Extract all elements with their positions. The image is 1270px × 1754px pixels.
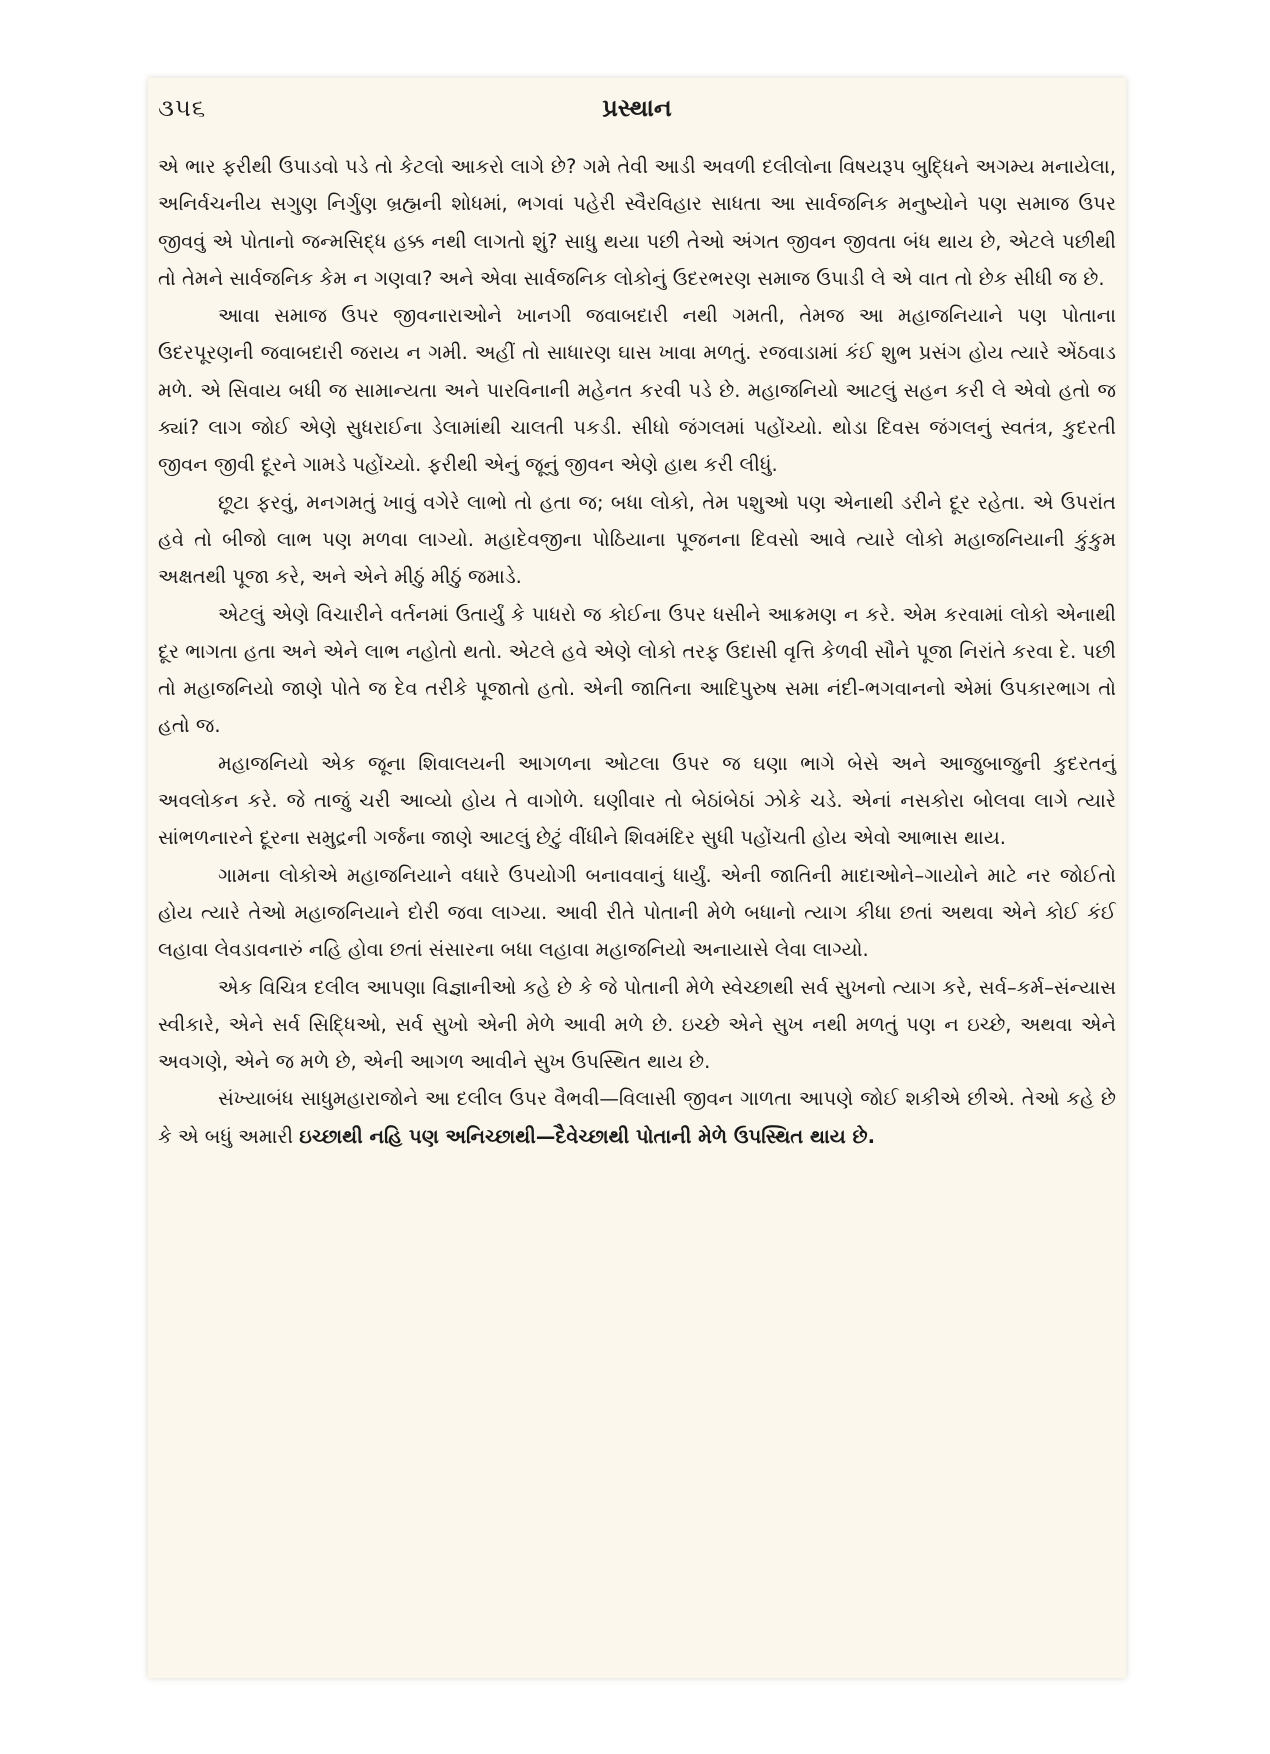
paragraph-tail: ઇચ્છાથી નહિ પણ અનિચ્છાથી—દૈવેચ્છાથી પોતાની મેળે ઉપસ્થિત થાય છે. [299,1124,876,1148]
paragraph: છૂટા ફરવું, મનગમતું ખાવું વગેરે લાભો તો હતા જ; બધા લોકો, તેમ પશુઓ પણ એનાથી ડરીને દૂર રહેતા. એ ઉપરાંત હવે તો બીજો લાભ પણ મળવા લાગ્યો. મહાદેવજીના પોઠિયાના પૂજનના દિવસો આવે ત્યારે લોકો મહાજનિયાની કુંકુમ અક્ષતથી પૂજા કરે, અને એને મીઠું મીઠું જમાડે. [158,490,1116,589]
paragraph: એટલું એણે વિચારીને વર્તનમાં ઉતાર્યું કે પાધરો જ કોઈના ઉપર ધસીને આક્રમણ ન કરે. એમ કરવામાં લોકો એનાથી દૂર ભાગતા હતા અને એને લાભ નહોતો થતો. એટલે હવે એણે લોકો તરફ ઉદાસી વૃત્તિ કેળવી સૌને પૂજા નિરાંતે કરવા દે. પછી તો મહાજનિયો જાણે પોતે જ દેવ તરીકે પૂજાતો હતો. એની જાતિના આદિપુરુષ સમા નંદી-ભગવાનનો એમાં ઉપકારભાગ તો હતો જ. [158,602,1116,738]
page-number: ૩૫૬ [158,94,207,122]
paragraph: ગામના લોકોએ મહાજનિયાને વધારે ઉપયોગી બનાવવાનું ધાર્યું. એની જાતિની માદાઓને–ગાયોને માટે નર જોઈતો હોય ત્યારે તેઓ મહાજનિયાને દોરી જવા લાગ્યા. આવી રીતે પોતાની મેળે બધાનો ત્યાગ કીધા છતાં અથવા એને કોઈ કંઈ લહાવા લેવડાવનારું નહિ હોવા છતાં સંસારના બધા લહાવા મહાજનિયો અનાયાસે લેવા લાગ્યો. [158,863,1116,962]
paragraph-last [158,1080,1116,1155]
paragraph: આવા સમાજ ઉપર જીવનારાઓને ખાનગી જવાબદારી નથી ગમતી, તેમજ આ મહાજનિયાને પણ પોતાના ઉદરપૂરણની જવાબદારી જરાય ન ગમી. અહીં તો સાધારણ ઘાસ ખાવા મળતું. રજવાડામાં કંઈ શુભ પ્રસંગ હોય ત્યારે એંઠવાડ મળે. એ સિવાય બધી જ સામાન્યતા અને પારવિનાની મહેનત કરવી પડે છે. મહાજનિયો આટલું સહન કરી લે એવો હતો જ ક્યાં? લાગ જોઈ એણે સુધરાઈના ડેલામાંથી ચાલતી પકડી. સીધો જંગલમાં પહોંચ્યો. થોડા દિવસ જંગલનું સ્વતંત્ર, કુદરતી જીવન જીવી દૂરને ગામડે પહોંચ્યો. ફરીથી એનું જૂનું જીવન એણે હાથ કરી લીધું. [158,304,1116,477]
paragraph: મહાજનિયો એક જૂના શિવાલયની આગળના ઓટલા ઉપર જ ઘણા ભાગે બેસે અને આજુબાજુની કુદરતનું અવલોકન કરે. જે તાજું ચરી આવ્યો હોય તે વાગોળે. ઘણીવાર તો બેઠાંબેઠાં ઝોકે ચડે. એનાં નસકોરા બોલવા લાગે ત્યારે સાંભળનારને દૂરના સમુદ્રની ગર્જના જાણે આટલું છેટું વીંધીને શિવમંદિર સુધી પહોંચતી હોય એવો આભાસ થાય. [158,751,1116,850]
body-text [158,148,1116,1155]
paragraph: એ ભાર ફરીથી ઉપાડવો પડે તો કેટલો આકરો લાગે છે? ગમે તેવી આડી અવળી દલીલોના વિષયરૂપ બુદ્ધિને અગમ્ય મનાયેલા, અનિર્વચનીય સગુણ નિર્ગુણ બ્રહ્મની શોધમાં, ભગવાં પહેરી સ્વૈરવિહાર સાધતા આ સાર્વજનિક મનુષ્યોને પણ સમાજ ઉપર જીવવું એ પોતાનો જન્મસિદ્ધ હક્ક નથી લાગતો શું? સાધુ થયા પછી તેઓ અંગત જીવન જીવતા બંધ થાય છે, એટલે પછીથી તો તેમને સાર્વજનિક કેમ ન ગણવા? અને એવા સાર્વજનિક લોકોનું ઉદરભરણ સમાજ ઉપાડી લે એ વાત તો છેક સીધી જ છે. [158,155,1116,290]
paragraph-lead: સંખ્યાબંધ સાધુમહારાજોને આ દલીલ ઉપર વૈભવી—વિલાસી જીવન ગાળતા આપણે જોઈ શકીએ છીએ. તેઓ કહે છે કે એ બધું અમારી [158,1087,1116,1148]
book-page [148,78,1126,1678]
page-header [158,90,1116,130]
paragraph: એક વિચિત્ર દલીલ આપણા વિજ્ઞાનીઓ કહે છે કે જે પોતાની મેળે સ્વેચ્છાથી સર્વ સુખનો ત્યાગ કરે, સર્વ–કર્મ–સંન્યાસ સ્વીકારે, એને સર્વ સિદ્ધિઓ, સર્વ સુખો એની મેળે આવી મળે છે. ઇચ્છે એને સુખ નથી મળતું પણ ન ઇચ્છે, અથવા એને અવગણે, એને જ મળે છે, એની આગળ આવીને સુખ ઉપસ્થિત થાય છે. [158,975,1116,1074]
running-title: પ્રસ્થાન [602,94,672,122]
